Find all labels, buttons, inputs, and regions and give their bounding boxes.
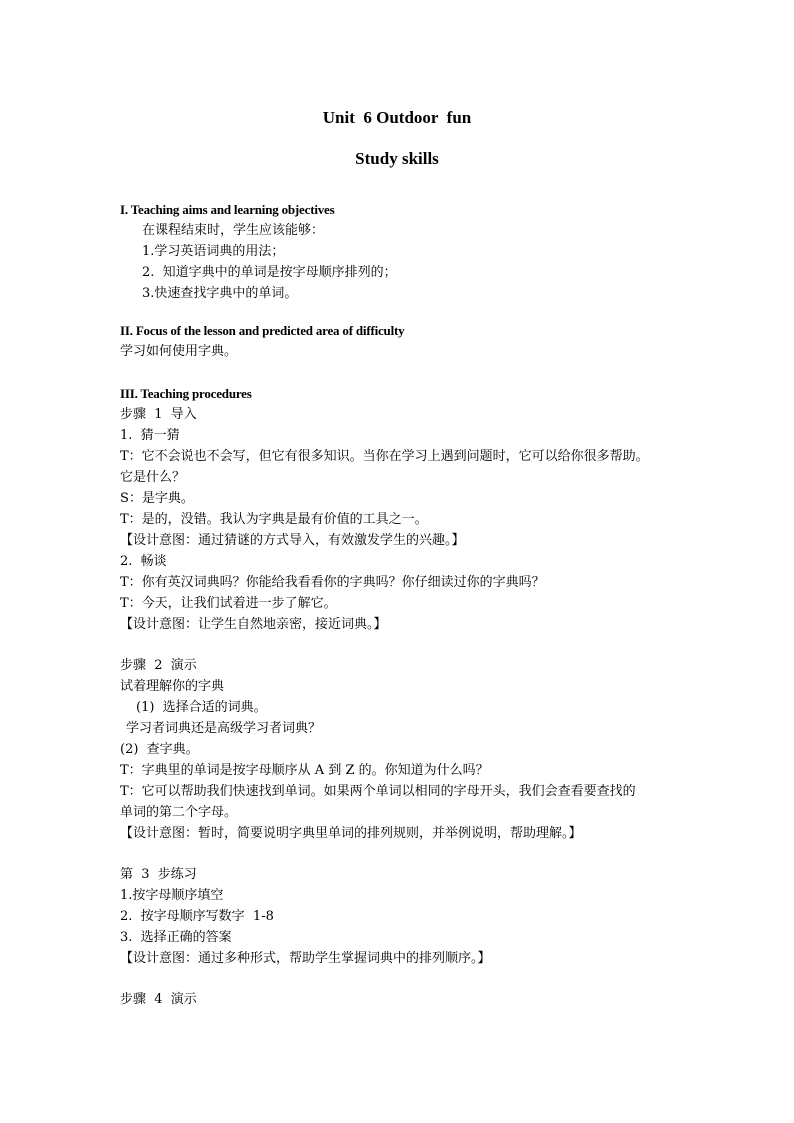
step1-line-5: T：你有英汉词典吗？你能给我看看你的字典吗？你仔细读过你的字典吗？ xyxy=(120,575,545,590)
section-heading-procedures: III. Teaching procedures xyxy=(120,386,252,401)
step1-line-3: S：是字典。 xyxy=(120,491,194,506)
step1-line-4: T：是的，没错。我认为字典是最有价值的工具之一。 xyxy=(120,512,428,527)
step2-line-1: 试着理解你的字典 xyxy=(120,679,225,694)
focus-text: 学习如何使用字典。 xyxy=(120,344,238,359)
step3-title: 第 3 步练习 xyxy=(120,867,197,882)
aims-intro: 在课程结束时，学生应该能够： xyxy=(142,223,325,238)
step1-design-note-2: 【设计意图：让学生自然地亲密，接近词典。】 xyxy=(120,617,387,632)
step3-line-2: 2. 按字母顺序写数字 1-8 xyxy=(120,909,274,924)
step2-design-note: 【设计意图：暂时，简要说明字典里单词的排列规则，并举例说明，帮助理解。】 xyxy=(120,826,582,841)
step3-line-3: 3. 选择正确的答案 xyxy=(120,930,232,945)
page-subtitle: Study skills xyxy=(355,149,439,168)
step3-line-1: 1.按字母顺序填空 xyxy=(120,888,224,903)
section-heading-aims: I. Teaching aims and learning objectives xyxy=(120,202,335,217)
step1-line-1: T：它不会说也不会写，但它有很多知识。当你在学习上遇到问题时，它可以给你很多帮助。 xyxy=(120,449,649,464)
aims-item-2: 2. 知道字典中的单词是按字母顺序排列的； xyxy=(142,265,397,280)
step2-line-6: T：它可以帮助我们快速找到单词。如果两个单词以相同的字母开头，我们会查看要查找的 xyxy=(120,784,636,799)
step2-line-3: 学习者词典还是高级学习者词典？ xyxy=(126,721,322,736)
aims-item-3: 3.快速查找字典中的单词。 xyxy=(142,286,298,301)
step1-title: 步骤 1 导入 xyxy=(120,407,197,422)
step2-line-7: 单词的第二个字母。 xyxy=(120,805,238,820)
step2-line-5: T：字典里的单词是按字母顺序从 A 到 Z 的。你知道为什么吗？ xyxy=(120,763,489,778)
section-heading-focus: II. Focus of the lesson and predicted area of difficulty xyxy=(120,323,405,338)
step2-line-2: (1) 选择合适的词典。 xyxy=(136,700,267,715)
step1-line-2: 它是什么？ xyxy=(120,470,186,485)
step1-design-note-1: 【设计意图：通过猜谜的方式导入，有效激发学生的兴趣。】 xyxy=(120,533,465,548)
page-title: Unit 6 Outdoor fun xyxy=(322,108,472,127)
step2-title: 步骤 2 演示 xyxy=(120,658,197,673)
step3-design-note: 【设计意图：通过多种形式，帮助学生掌握词典中的排列顺序。】 xyxy=(120,951,491,966)
step1-line-6: T：今天，让我们试着进一步了解它。 xyxy=(120,596,337,611)
step1-sub1: 1. 猜一猜 xyxy=(120,428,180,443)
step4-title: 步骤 4 演示 xyxy=(120,992,197,1007)
aims-item-1: 1.学习英语词典的用法； xyxy=(142,244,285,259)
step1-sub2: 2. 畅谈 xyxy=(120,554,167,569)
step2-line-4: (2) 查字典。 xyxy=(120,742,199,757)
